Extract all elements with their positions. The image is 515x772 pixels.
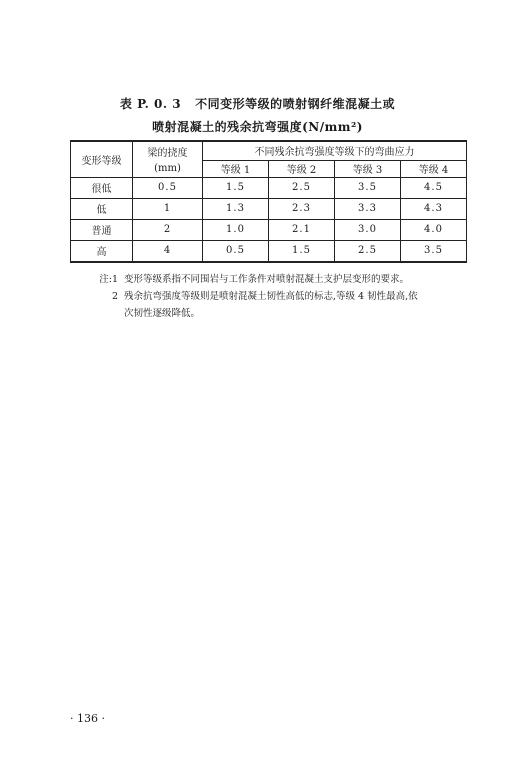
cell-deflection: 0.5: [133, 177, 203, 198]
cell-grade: 低: [71, 198, 133, 219]
header-level-4: 等级 4: [401, 160, 467, 177]
cell-value: 0.5: [203, 240, 269, 262]
cell-grade: 普通: [71, 219, 133, 240]
table-title-line1: [0, 96, 515, 112]
residual-strength-table: [70, 140, 467, 263]
cell-value: 4.5: [401, 177, 467, 198]
cell-value: 2.5: [269, 177, 335, 198]
table-title-line2: 喷射混凝土的残余抗弯强度(N/mm²): [152, 120, 363, 134]
cell-grade: 很低: [71, 177, 133, 198]
cell-value: 2.5: [335, 240, 401, 262]
header-deformation-grade: 变形等级: [71, 141, 133, 177]
cell-value: 1.5: [203, 177, 269, 198]
note-2-text: 残余抗弯强度等级则是喷射混凝土韧性高低的标志,等级 4 韧性最高,依: [124, 291, 418, 302]
header-bending-stress-group: 不同残余抗弯强度等级下的弯曲应力: [203, 141, 467, 160]
table-title: [0, 96, 515, 135]
header-level-3: 等级 3: [335, 160, 401, 177]
cell-value: 3.5: [335, 177, 401, 198]
cell-deflection: 4: [133, 240, 203, 262]
cell-value: 3.5: [401, 240, 467, 262]
table-row: [71, 240, 467, 262]
note-1-text: 变形等级系指不同围岩与工作条件对喷射混凝土支护层变形的要求。: [124, 274, 410, 285]
table-row: [71, 198, 467, 219]
cell-value: 3.3: [335, 198, 401, 219]
cell-value: 1.0: [203, 219, 269, 240]
table-row: [71, 177, 467, 198]
cell-grade: 高: [71, 240, 133, 262]
cell-deflection: 2: [133, 219, 203, 240]
header-level-2: 等级 2: [269, 160, 335, 177]
note-2: [92, 288, 472, 305]
note-2-continuation: 次韧性逐级降低。: [124, 308, 201, 319]
cell-value: 4.3: [401, 198, 467, 219]
cell-value: 2.3: [269, 198, 335, 219]
cell-value: 3.0: [335, 219, 401, 240]
header-deflection: [133, 141, 203, 177]
header-level-1: 等级 1: [203, 160, 269, 177]
table-title-text: 不同变形等级的喷射钢纤维混凝土或: [195, 97, 396, 111]
note-1: [92, 271, 472, 288]
cell-value: 1.5: [269, 240, 335, 262]
table-row: [71, 219, 467, 240]
note-label: 注:1: [99, 274, 118, 285]
page-number: · 136 ·: [70, 712, 105, 725]
header-deflection-unit: (mm): [154, 163, 181, 175]
cell-value: 4.0: [401, 219, 467, 240]
cell-deflection: 1: [133, 198, 203, 219]
header-deflection-label: 梁的挠度: [147, 148, 188, 160]
cell-value: 1.3: [203, 198, 269, 219]
note-2-label: 2: [111, 291, 118, 302]
table-number: 表 P. 0. 3: [119, 97, 182, 111]
cell-value: 2.1: [269, 219, 335, 240]
table-notes: [92, 271, 472, 322]
